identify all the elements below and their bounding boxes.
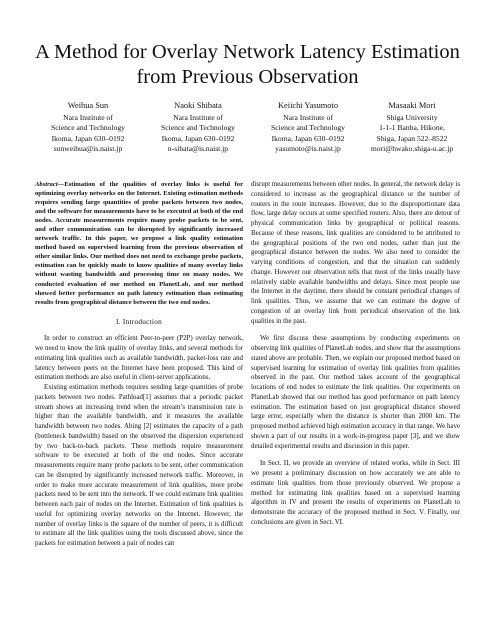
right-column	[251, 180, 460, 528]
author-affiliation: Science and Technology	[271, 123, 345, 133]
title-line-2: from Previous Observation	[136, 66, 359, 88]
author-name: Weihua Sun	[67, 101, 109, 110]
author-affiliation: Science and Technology	[51, 123, 125, 133]
author-3	[250, 100, 366, 155]
author-4	[354, 100, 470, 155]
author-2	[140, 100, 256, 155]
author-1	[30, 100, 146, 155]
author-affiliation: Shiga University	[386, 112, 438, 122]
paper-title	[0, 40, 495, 90]
author-affiliation: Nara Institute of	[283, 112, 333, 122]
right-paragraph-2: We first discuss these assumptions by conducting experiments on observing link qualities of PlanetLab nodes, and show that the assumptions stated above are probable. Then, we explain our proposed method based on supervised learning for estimation of overlay link qualities from qualities observed in the past. Our method takes account of the geographical locations of end nodes to estimate the link qualities. Our experiments on PlanetLab showed that our method has good performance on path latency estimation. The estimation based on just geographical distance showed large error, especially when the distance is shorter than 2000 km. The proposed method achieved high estimation accuracy in that range. We have shown a part of our results in a work-in-progress paper [3], and we show detailed experimental results and discussion in this paper.	[251, 335, 460, 450]
author-name: Masaaki Mori	[388, 101, 436, 110]
author-affiliation: Nara Institute of	[63, 112, 113, 122]
left-column	[35, 180, 243, 549]
intro-paragraph-2: Existing estimation methods requires sending large quantities of probe packets between two nodes. Pathload[1] assumes that a periodic packet stream shows an increasing trend when the stream’s transmission rate is higher than the available bandwidth, and it measures the available bandwidth between two nodes. Abing [2] estimates the capacity of a path (bottleneck bandwidth) based on the observed the dispersion experienced by two back-to-back packets. These methods require measurement software to be executed at both of the end nodes. Since accurate measurements require many probe packets to be sent, other communication can be disrupted by significantly increased network traffic. Moreover, in order to make more accurate measurement of link qualities, more probe packets need to be sent into the network. If we could estimate link qualities between each pair of nodes on the Internet. Estimation of link qualities is useful for optimizing overlay networks on the Internet. However, the number of overlay links is the square of the number of peers, it is difficult to estimate all the link qualities using the tools discussed above, since the packets for estimation between a pair of nodes can	[35, 384, 243, 548]
author-email: mori@hwako.shiga-u.ac.jp	[370, 144, 454, 154]
author-block	[40, 100, 460, 180]
author-name: Naoki Shibata	[174, 101, 222, 110]
right-paragraph-3: In Sect. II, we provide an overview of related works, while in Sect. III we present a preliminary discussion on how accurately we are able to estimate link qualities from those previously observed. We propose a method for estimating link qualities based on a supervised learning algorithm in IV and present the results of experiments on PlanetLab to demonstrate the accuracy of the proposed method in Sect. V. Finally, our conclusions are given in Sect. VI.	[251, 460, 460, 526]
title-line-1: A Method for Overlay Network Latency Estimation	[35, 41, 460, 63]
right-paragraph-1: disrupt measurements between other nodes. In general, the network delay is considered to increase as the geographical distance or the number of routers in the route increases. However, due to the disproportionate data flow, large delay occurs at some specified routers. Also, there are detour of physical communication links by geographical or political reasons. Because of these reasons, link qualities are considered to be attributed to the geographical positions of the two end nodes, rather than just the geographical distance between the nodes. We also need to consider the varying conditions of congestion, and that the situation can suddenly change. However our observation tells that most of the links usually have relatively stable available bandwidths and delays. Since most people use the Internet in the daytime, there should be constant periodical changes of link qualities. Thus, we assume that we can estimate the degree of congestion of an overlay link from periodical observation of the link qualities in the past.	[251, 181, 460, 325]
section-heading-introduction: I. Introduction	[115, 317, 163, 326]
author-address: Ikoma, Japan 630–0192	[51, 133, 125, 143]
abstract-lead: Abstract—	[35, 181, 65, 188]
abstract	[35, 180, 243, 307]
author-affiliation: 1-1-1 Banba, Hikone,	[379, 123, 445, 133]
author-name: Keiichi Yasumoto	[277, 101, 339, 110]
author-email: sunweihua@is.naist.jp	[53, 144, 123, 154]
abstract-text: Estimation of the qualities of overlay links is useful for optimizing overlay networks on the Internet. Existing estimation methods requires sending large quantities of probe packets between two nodes, and the software for measurements have to be executed at both of the end nodes. Accurate measurements require many probe packets to be sent, and other communication can be disrupted by significantly increased network traffic. In this paper, we propose a link quality estimation method based on supervised learning from the previous observation of other similar links. Our method does not need to exchange probe packets, estimation can be quickly made to know qualities of many overlay links without wasting bandwidth and processing time on many nodes. We conducted evaluation of our method on PlanetLab, and our method showed better performance on path latency estimation than estimating results from geographical distance between the two end nodes.	[35, 181, 243, 306]
author-address: Ikoma, Japan 630–0192	[161, 133, 235, 143]
author-address: Ikoma, Japan 630–0192	[271, 133, 345, 143]
author-address: Shiga, Japan 522–8522	[376, 133, 448, 143]
author-affiliation: Science and Technology	[161, 123, 235, 133]
author-email: n-sibata@is.naist.jp	[167, 144, 229, 154]
author-affiliation: Nara Institute of	[173, 112, 223, 122]
intro-paragraph-1: In order to construct an efficient Peer-to-peer (P2P) overlay network, we need to know the link quality of overlay links, and several methods for estimating link qualities such as available bandwidth, packet-loss rate and latency between peers on the Internet have been proposed. This kind of estimation methods are also useful in client-server applications.	[35, 335, 243, 382]
author-email: yasumoto@is.naist.jp	[275, 144, 341, 154]
